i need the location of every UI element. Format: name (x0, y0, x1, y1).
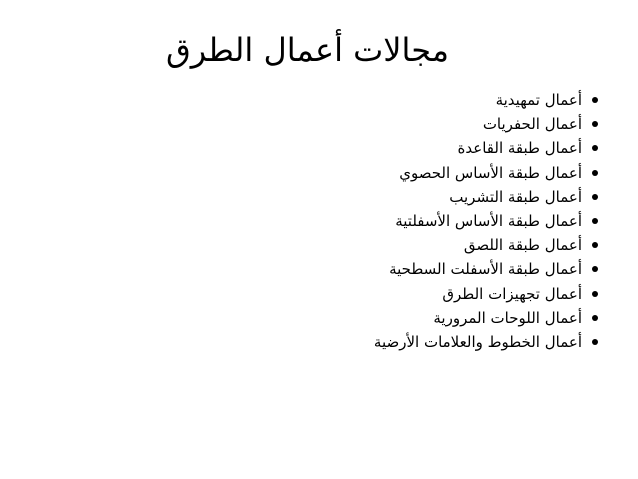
list-item-text: أعمال تجهيزات الطرق (442, 284, 582, 303)
list-item (298, 209, 598, 233)
list-item (298, 112, 598, 136)
list-item-text: أعمال طبقة الأساس الحصوي (399, 163, 582, 182)
bullet-icon (592, 218, 598, 224)
list-item-text: أعمال طبقة الأسفلت السطحية (389, 260, 582, 279)
bullet-icon (592, 315, 598, 321)
list-item-text: أعمال طبقة الأساس الأسفلتية (395, 211, 582, 230)
slide-title: مجالات أعمال الطرق (165, 31, 450, 69)
list-item (298, 88, 598, 112)
list-item (298, 257, 598, 281)
bullet-icon (592, 339, 598, 345)
bullet-icon (592, 266, 598, 272)
bullet-icon (592, 170, 598, 176)
bullet-icon (592, 194, 598, 200)
list-item (298, 306, 598, 330)
list-item-text: أعمال الخطوط والعلامات الأرضية (373, 332, 582, 351)
list-item-text: أعمال طبقة التشريب (449, 187, 582, 206)
list-item (298, 282, 598, 306)
bullet-list (298, 88, 598, 354)
bullet-icon (592, 242, 598, 248)
bullet-icon (592, 97, 598, 103)
list-item (298, 233, 598, 257)
list-item-text: أعمال طبقة اللصق (463, 236, 582, 255)
list-item (298, 330, 598, 354)
list-item (298, 136, 598, 160)
bullet-icon (592, 121, 598, 127)
list-item-text: أعمال طبقة القاعدة (457, 139, 582, 158)
bullet-icon (592, 291, 598, 297)
list-item-text: أعمال اللوحات المرورية (433, 308, 582, 327)
list-item-text: أعمال تمهيدية (495, 91, 582, 109)
list-item (298, 161, 598, 185)
list-item-text: أعمال الحفريات (482, 115, 582, 134)
bullet-icon (592, 145, 598, 151)
list-item (298, 185, 598, 209)
